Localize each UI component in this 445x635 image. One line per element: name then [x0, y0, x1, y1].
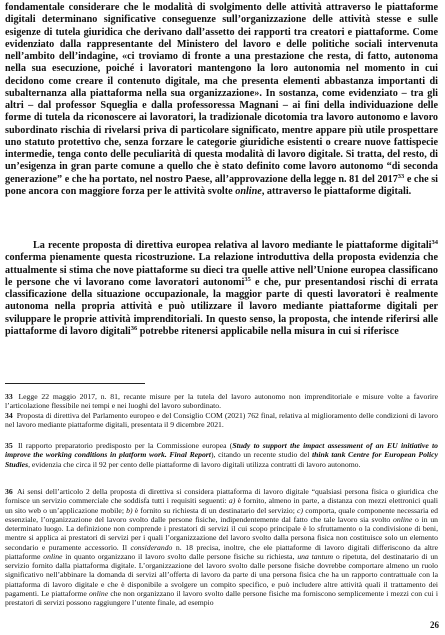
footnote-italic: a) [228, 496, 236, 506]
para2-text-c: e che, pur presentandosi rischi di errata classificazione della situazione occupazionale, la maggior parte di questi lavoratori è realmente autonoma nella propria attività e può utilizzare il lavoro mediante piattaforme digitali per sviluppare le proprie attività imprenditoriali. In questo senso, la proposta, che intende riferirsi alle piattaforme di lavoro digitali [5, 276, 438, 337]
footnote-text: o ripetuta, del destinatario di un servizio fornito dalla piattaforma digitale. L’organizzazione del lavoro svolto dalle persone fisiche dovrebbe comportare almeno un ruolo significativo nell’abbinare la domanda di servizi all’offerta di lavoro da parte di una persona fisica che ha un rapporto contrattuale con la piattaforma di lavoro digitale e che è disponibile a svolgere un compito specifico, e può includere altre attività quali il trattamento dei pagamenti. Le piattaforme [5, 551, 439, 598]
footnote-35 [5, 441, 438, 469]
body-paragraph-1 [5, 2, 438, 198]
footnote-36 [5, 487, 438, 607]
footnote-separator [5, 383, 145, 384]
footnote-italic-study-title: Study to support the impact assessment of an EU initiative to improve the working conditions in platform work. Final Report [5, 441, 438, 460]
footnote-text: Il rapporto preparatorio predisposto per la Commissione europea ( [14, 441, 233, 450]
para1-italic-online: online [235, 185, 262, 197]
footnote-33 [5, 392, 438, 411]
footnote-34 [5, 411, 438, 430]
footnote-number: 34 [5, 411, 13, 420]
footnote-text: in quanto organizzano il lavoro svolto dalle persone fisiche su richiesta, [62, 551, 298, 561]
footnote-text: ), citando un recente studio del [210, 450, 312, 460]
footnote-number: 36 [5, 487, 13, 496]
para2-text-b: conferma pienamente questa ricostruzione. La relazione introduttiva della proposta evidenzia che attualmente si stima che nove piattaforme su dieci tra quelle attive nell’Unione europea classificano le persone che vi lavorano come lavoratori autonomi [5, 252, 438, 288]
footnote-text: Legge 22 maggio 2017, n. 81, recante misure per la tutela del lavoro autonomo non imprenditoriale e misure volte a favorire l’articolazione flessibile nei tempi e nei luoghi del lavoro subordinato. [5, 392, 438, 411]
footnote-ref-33[interactable]: 33 [397, 172, 405, 180]
footnote-number: 33 [5, 392, 13, 401]
para1-text-b: e che si pone ancora con maggiore forza per le attività svolte [5, 173, 438, 197]
footnote-italic: online [88, 588, 109, 598]
footnote-text: comporta, quale componente necessaria ed essenziale, l’organizzazione del lavoro svolto dalle persone fisiche, indipendentemente dal fatto che tale lavoro sia svolto [5, 505, 438, 524]
footnote-italic: considerando [130, 542, 173, 552]
para2-text-d: potrebbe ritenersi applicabile nella misura in cui si riferisce [137, 325, 399, 337]
footnote-number: 35 [5, 441, 13, 450]
footnote-text: n. 18 precisa, inoltre, che ele piattaforme di lavoro digitali differiscono da altre piattaforme [5, 542, 438, 561]
footnote-italic: b) [126, 505, 133, 515]
para1-text-c: , attraverso le piattaforme digitali. [261, 185, 412, 197]
footnote-italic: c) [297, 505, 304, 515]
footnote-text: Ai sensi dell’articolo 2 della proposta di direttiva si considera piattaforma di lavoro digitale “qualsiasi persona fisica o giuridica che fornisce un servizio commerciale che soddisfa tutti i requisiti seguenti: [5, 487, 438, 506]
footnote-italic: online [43, 551, 63, 561]
footnote-ref-36[interactable]: 36 [130, 324, 138, 332]
footnote-italic: online [393, 514, 413, 524]
footnote-text: che non organizzano il lavoro svolto dalle persone fisiche ma forniscono semplicemente i mezzi con cui i prestatori di servizi possono raggiungere l’utente finale, ad esempio [5, 588, 438, 607]
footnote-ref-35[interactable]: 35 [244, 275, 251, 283]
footnote-text: o in un determinato luogo. La definizione non comprende i prestatori di servizi il cui scopo principale è lo sfruttamento o la condivisione di beni, mentre si applica ai prestatori di servizi per i quali l’organizzazione del lavoro svolto dalla persona fisica non costituisce solo un elemento secondario e puramente accessorio. Il [5, 514, 439, 552]
footnote-text: Proposta di direttiva del Parlamento europeo e del Consiglio COM (2021) 762 final, relativa al miglioramento delle condizioni di lavoro nel lavoro mediante piattaforme digitali, presentata il 9 dicembre 2021. [5, 411, 438, 430]
body-paragraph-2 [5, 240, 438, 338]
footnote-text: , evidenzia che circa il 92 per cento delle piattaforme di lavoro digitali utilizza contratti di lavoro autonomo. [28, 459, 361, 469]
footnote-italic: una tantum [297, 551, 334, 561]
para1-text-a: fondamentale considerare che le modalità di svolgimento delle attività attraverso le piattaforme digitali determinano significative conseguenze sull’organizzazione delle attività stesse e sulle esigenze di tutela giuridica che derivano dall’assetto dei rapporti tra creatori e piattaforme. Come evidenziato dalla rappresentante del Ministero del lavoro e delle politiche sociali intervenuta nell’ambito dell’indagine, «ci troviamo di fronte a una prestazione che resta, di fatto, autonoma nella sua esecuzione, poiché i lavoratori mantengono la loro autonomia nel momento in cui decidono come creare il contenuto digitale, ma che presenta elementi abbastanza importanti di subalternanza alla piattaforma nella sua organizzazione». In sostanza, come evidenziato – tra gli altri – dal professor Squeglia e dalla professoressa Magnani – ai fini della individuazione delle forme di tutela da riconoscere ai lavoratori, la tradizionale dicotomia tra lavoro autonomo e lavoro subordinato rischia di rivelarsi priva di particolare significato, mentre appare più utile prospettare uno statuto protettivo che, senza forzare le categorie giuridiche esistenti o creare nuove fattispecie intermedie, tenga conto delle peculiarità di questa modalità di lavoro digitale. Si tratta, del resto, di un’esigenza in gran parte comune a quello che è stato definito come lavoro autonomo “di seconda generazione” e che ha portato, nel nostro Paese, all’approvazione della legge n. 81 del 2017 [5, 2, 438, 185]
footnote-ref-34[interactable]: 34 [431, 239, 438, 246]
page-number: 26 [430, 620, 439, 630]
footnote-italic-think-tank: think tank Centre for European Policy Studies [5, 450, 439, 469]
para2-text-a: La recente proposta di direttiva europea relativa al lavoro mediante le piattaforme digitali [33, 240, 432, 251]
footnote-text: è fornito, almeno in parte, a distanza con mezzi elettronici quali un sito web o un’applicazione mobile; [5, 496, 439, 515]
footnote-text: è fornito su richiesta di un destinatario del servizio; [132, 505, 298, 515]
